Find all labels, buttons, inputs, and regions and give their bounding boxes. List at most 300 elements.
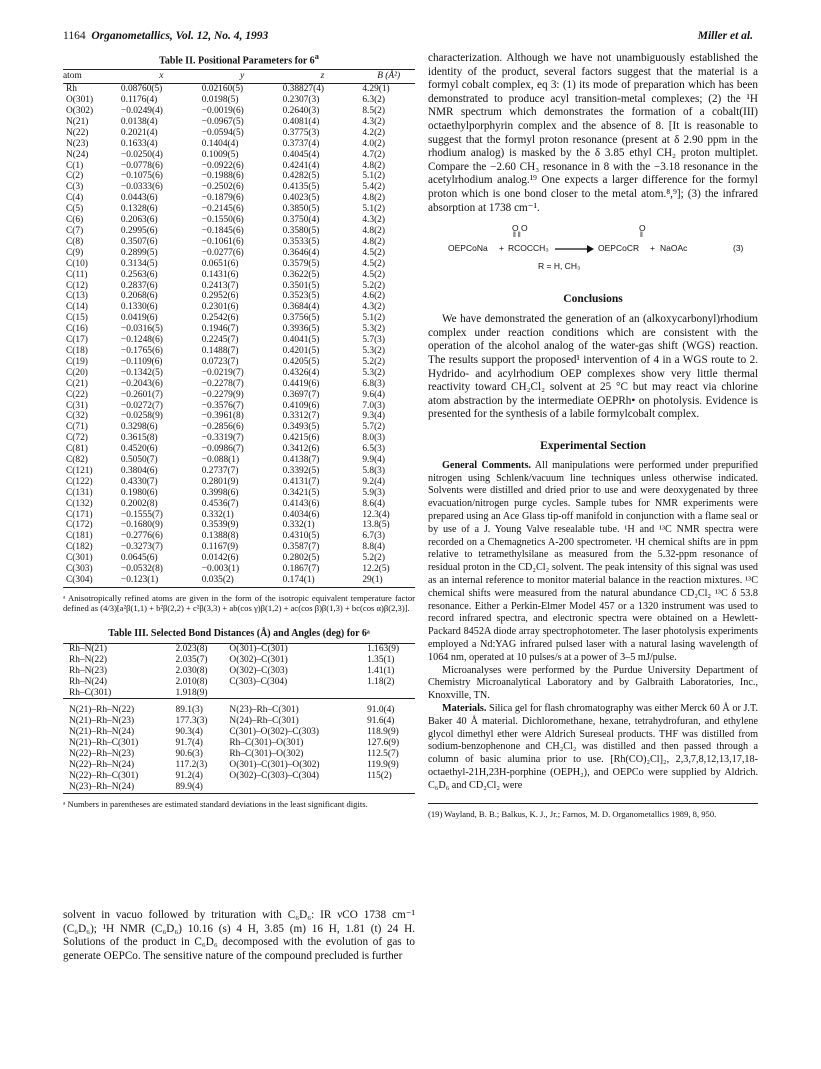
table-cell: 0.1980(6) <box>120 487 158 498</box>
table-row <box>63 368 415 379</box>
table-cell: 0.4109(6) <box>282 400 320 411</box>
table-cell: 0.332(1) <box>201 509 234 520</box>
table-row <box>63 771 415 782</box>
table-cell: 0.02160(5) <box>201 84 244 95</box>
table-cell: N(23)–Rh–N(24) <box>63 782 176 793</box>
table-cell: 2.010(8) <box>175 676 208 687</box>
table-cell: −0.1342(5) <box>120 367 163 378</box>
table-cell: 89.9(4) <box>176 782 224 793</box>
table-cell: N(22)–Rh–C(301) <box>69 770 139 781</box>
table-cell: 12.3(4) <box>362 509 390 520</box>
table-cell: 0.4419(6) <box>282 378 320 389</box>
table-cell: Rh–N(21) <box>69 643 108 654</box>
table-row <box>63 677 415 688</box>
table-cell: O(302)–C(303)–C(304) <box>229 770 319 781</box>
table-cell: 0.4326(4) <box>282 367 320 378</box>
table-cell: C(18) <box>66 345 88 356</box>
table-row <box>63 553 415 564</box>
table-cell: C(1) <box>66 160 84 171</box>
table-cell: C(121) <box>66 465 93 476</box>
table3-footnote: ᵃ Numbers in parentheses are estimated standard deviations in the least significant digits. <box>63 798 368 809</box>
table-cell: 4.3(2) <box>362 215 385 226</box>
table-cell: 0.2995(6) <box>120 226 158 237</box>
table-cell: N(23) <box>66 138 89 149</box>
table-cell: 9.2(4) <box>362 476 385 487</box>
right-column <box>428 52 758 819</box>
table-cell: 1.35(1) <box>367 654 395 665</box>
table-cell: C(10) <box>66 258 88 269</box>
table-cell: Rh–C(301) <box>69 687 112 698</box>
table-row <box>63 204 415 215</box>
table-cell: Rh <box>66 84 77 95</box>
conclusions-heading: Conclusions <box>563 293 623 306</box>
table-row <box>63 444 415 455</box>
table-cell: −0.2502(6) <box>201 182 244 193</box>
table-cell: 0.08760(5) <box>120 84 163 95</box>
table-cell: 0.3804(6) <box>120 465 158 476</box>
table2-col-header: z <box>283 70 363 84</box>
table-cell <box>367 782 415 793</box>
table-row <box>63 705 415 716</box>
table-cell: 5.2(2) <box>362 553 385 564</box>
table-cell: 6.3(2) <box>362 95 385 106</box>
table-cell: 0.4520(6) <box>120 444 158 455</box>
table-row <box>63 542 415 553</box>
table-cell: 0.4023(5) <box>282 193 320 204</box>
table-cell: 5.7(3) <box>362 335 385 346</box>
table-cell: C(14) <box>66 302 88 313</box>
table-cell: 0.4041(5) <box>282 335 320 346</box>
table-row <box>63 390 415 401</box>
table-row <box>63 716 415 727</box>
table-cell: 29(1) <box>362 575 415 587</box>
table-row <box>63 564 415 575</box>
table3-title: Table III. Selected Bond Distances (Å) and Angles (deg) for 6ᵃ <box>108 627 370 639</box>
formyl-discussion-text: characterization. Although we have not unambiguously established the identity of the product, several factors suggest that the material is a formyl cobalt complex, eq 3: (1) its mode of preparation which has been demonstrated to produce acyl transition-metal complexes; (2) the ¹H NMR spectrum which demonstrates the formation of a cobalt(III) octaethylporphyrin complex and the absence of 8. [It is reasonable to suggest that the formyl proton resonance (present at δ 2.90 ppm in the rhodium analog) is masked by the δ 3.85 ethyl CH₂ proton multiplet. Compare the −2.60 CH₃ resonance in 8 with the −3.18 resonance in the acetylrhodium analog.¹⁹ One expects a larger difference for the formyl proton which is one bond closer to the metal atom.⁸,⁹]; (3) the infrared absorption at 1738 cm⁻¹. <box>428 52 758 214</box>
table-row <box>63 270 415 281</box>
table-cell: 0.2021(4) <box>120 127 158 138</box>
table-cell: 12.2(5) <box>362 564 390 575</box>
table-cell: 0.1431(6) <box>201 269 239 280</box>
table-cell: 0.3737(4) <box>282 138 320 149</box>
table-cell: 5.3(2) <box>362 324 385 335</box>
table-row <box>63 455 415 466</box>
table-cell: 0.4536(7) <box>201 498 239 509</box>
table-row <box>63 499 415 510</box>
table-cell: 0.1404(4) <box>201 138 239 149</box>
table-cell: C(3) <box>66 182 84 193</box>
table-row <box>63 401 415 412</box>
table-row <box>63 531 415 542</box>
table2-col-header: x <box>121 70 202 84</box>
table-cell: 0.3298(6) <box>120 422 158 433</box>
table-row <box>63 226 415 237</box>
table-cell: 0.0138(4) <box>120 116 158 127</box>
table-row <box>63 95 415 106</box>
table-cell: Rh–N(22) <box>69 654 108 665</box>
scheme-reactant-2: RCOCCH₃ <box>508 243 549 254</box>
table-cell: 0.0419(6) <box>120 313 158 324</box>
table-cell: 0.3507(6) <box>120 236 158 247</box>
table-cell: 0.4205(5) <box>282 356 320 367</box>
table-cell: C(303) <box>66 564 93 575</box>
table-row <box>63 477 415 488</box>
table-cell: −0.0532(8) <box>120 564 163 575</box>
table-cell: N(23)–Rh–C(301) <box>229 705 299 716</box>
table-row <box>63 128 415 139</box>
table-row <box>63 171 415 182</box>
table-cell: −0.1680(9) <box>120 520 163 531</box>
table-cell: O(301) <box>66 95 94 106</box>
table-cell: −0.123(1) <box>121 575 202 587</box>
table-cell: 91.2(4) <box>175 770 203 781</box>
table-cell: 5.1(2) <box>362 171 385 182</box>
table-cell: −0.0258(9) <box>120 411 163 422</box>
table-cell: 0.0142(6) <box>201 553 239 564</box>
table-cell: 0.1176(4) <box>120 95 158 106</box>
table-cell <box>223 782 367 793</box>
table-cell: 5.4(2) <box>362 182 385 193</box>
table-cell: 0.0443(6) <box>120 193 158 204</box>
table-cell: 7.0(3) <box>362 400 385 411</box>
table-cell: 0.0198(5) <box>201 95 239 106</box>
table-cell: 5.1(2) <box>362 204 385 215</box>
table-cell: 1.18(2) <box>367 676 395 687</box>
scheme-product-2: NaOAc <box>660 243 688 254</box>
left-column <box>63 52 415 809</box>
table-row <box>63 117 415 128</box>
scheme-reactant-1: OEPCoNa <box>448 243 488 254</box>
table-row <box>63 324 415 335</box>
table-cell: 4.29(1) <box>362 84 390 95</box>
table-cell: Rh–C(301)–O(302) <box>229 749 304 760</box>
table-cell: N(24)–Rh–C(301) <box>229 716 299 727</box>
page-number: 1164 <box>63 30 86 42</box>
table-cell: 0.0645(6) <box>120 553 158 564</box>
table-cell: Rh–C(301)–O(301) <box>229 738 304 749</box>
table-cell: 90.3(4) <box>175 727 203 738</box>
table-cell: 9.9(4) <box>362 455 385 466</box>
table-cell: −0.2145(6) <box>201 204 244 215</box>
table-row <box>63 655 415 666</box>
table-cell: 4.8(2) <box>362 226 385 237</box>
table2-col-header: y <box>202 70 283 84</box>
table-cell: N(21)–Rh–N(22) <box>69 705 135 716</box>
table-cell <box>367 688 415 699</box>
table-cell: C(132) <box>66 498 93 509</box>
table-cell: 5.2(2) <box>362 280 385 291</box>
table-cell: 0.1488(7) <box>201 345 239 356</box>
table-cell: 0.3533(5) <box>282 236 320 247</box>
table-cell: 0.3615(8) <box>120 433 158 444</box>
table-cell: Rh–N(23) <box>69 665 108 676</box>
table-cell: 0.3580(5) <box>282 226 320 237</box>
table-row <box>63 237 415 248</box>
table-cell: 0.332(1) <box>282 520 315 531</box>
table-cell: 9.6(4) <box>362 389 385 400</box>
table-cell: 5.3(2) <box>362 345 385 356</box>
table-cell: O(301)–C(301) <box>229 643 288 654</box>
table-cell: 0.3684(4) <box>282 302 320 313</box>
table-cell: C(301) <box>66 553 93 564</box>
table-cell: −0.0019(6) <box>201 106 244 117</box>
table-row <box>63 520 415 531</box>
table-cell: 4.6(2) <box>362 291 385 302</box>
table-cell: 0.3750(4) <box>282 215 320 226</box>
reaction-arrow-icon <box>553 243 595 255</box>
table-row <box>63 346 415 357</box>
table-row <box>63 749 415 760</box>
table-cell: N(21)–Rh–C(301) <box>69 738 139 749</box>
table-cell: 2.035(7) <box>175 654 208 665</box>
table-cell: C(301)–O(302)–C(303) <box>229 727 319 738</box>
table-cell: 0.2952(6) <box>201 291 239 302</box>
table-cell: −0.1555(7) <box>120 509 163 520</box>
table-cell: −0.088(1) <box>201 455 240 466</box>
table-cell: C(122) <box>66 476 93 487</box>
table-cell: −0.2601(7) <box>120 389 163 400</box>
table-row <box>63 379 415 390</box>
table-cell: C(181) <box>66 531 93 542</box>
table-cell: −0.1075(6) <box>120 171 163 182</box>
table-row <box>63 150 415 161</box>
table-cell: −0.0594(5) <box>201 127 244 138</box>
table-cell: 0.3850(5) <box>282 204 320 215</box>
table-cell: 0.3312(7) <box>282 411 320 422</box>
table-cell: 91.6(4) <box>367 716 395 727</box>
table-row <box>63 688 415 699</box>
table-cell: 91.0(4) <box>367 705 395 716</box>
table-cell: 4.7(2) <box>362 149 385 160</box>
scheme-oxygens-1: O O <box>512 223 528 234</box>
table-cell: N(22)–Rh–N(24) <box>69 759 135 770</box>
conclusions-text: We have demonstrated the generation of an (alkoxycarbonyl)rhodium complex under reaction conditions which are consistent with the operation of the alcohol analog of the water-gas shift (WGS) reaction. The results support the proposed¹ intervention of 4 in a WGS route to 2. Hydrido- and acylrhodium OEP complexes show very little thermal reactivity toward CH₂Cl₂ solvent at 25 °C but may react via chlorine atom abstraction by the intermediate OEPRh• on photolysis. Evidence is presented for the synthesis of a labile formylcobalt complex. <box>428 313 758 421</box>
table-cell: 0.1633(4) <box>120 138 158 149</box>
table-cell: −0.0316(5) <box>120 324 163 335</box>
table-row <box>63 433 415 444</box>
table-cell: 0.3493(5) <box>282 422 320 433</box>
table-cell: 6.7(3) <box>362 531 385 542</box>
table-cell: 0.4215(6) <box>282 433 320 444</box>
table-cell: C(82) <box>66 455 88 466</box>
table-cell: 0.0723(7) <box>201 356 239 367</box>
table-cell: 0.2563(6) <box>120 269 158 280</box>
table-cell: 0.2002(8) <box>120 498 158 509</box>
table-cell: 8.5(2) <box>362 106 385 117</box>
table-cell: 115(2) <box>367 770 392 781</box>
table-cell: 127.6(9) <box>367 738 400 749</box>
table-cell: N(21)–Rh–N(23) <box>69 716 135 727</box>
table-cell: 0.3523(5) <box>282 291 320 302</box>
table-row <box>63 193 415 204</box>
table-cell: 0.4143(6) <box>282 498 320 509</box>
table-cell: Rh–N(24) <box>69 676 108 687</box>
table2-footnote: ᵃ Anisotropically refined atoms are given in the form of the isotropic equivalent temperature factor defined as (4/3)[a²β(1,1) + b²β(2,2) + c²β(3,3) + ab(cos γ)β(1,2) + ac(cos β)β(1,3) + bc(cos α)β(2,3)]. <box>63 592 415 614</box>
table-cell: 0.4330(7) <box>120 476 158 487</box>
table-row <box>63 139 415 150</box>
table-cell: 5.1(2) <box>362 313 385 324</box>
table-cell: 0.035(2) <box>202 575 283 587</box>
table-cell: 6.5(3) <box>362 444 385 455</box>
table-cell: −0.3961(8) <box>201 411 244 422</box>
table-cell: 0.3392(5) <box>282 465 320 476</box>
table-cell: −0.0986(7) <box>201 444 244 455</box>
table-row <box>63 335 415 346</box>
table-cell: 5.8(3) <box>362 465 385 476</box>
table-cell: −0.1879(6) <box>201 193 244 204</box>
table-cell: 1.918(9) <box>175 687 208 698</box>
table-cell: O(302) <box>66 106 94 117</box>
table-cell: 0.4310(5) <box>282 531 320 542</box>
table-row <box>63 259 415 270</box>
table-cell: 0.3936(5) <box>282 324 320 335</box>
table-cell: −0.0967(5) <box>201 116 244 127</box>
table-cell: 0.1330(6) <box>120 302 158 313</box>
table-row <box>63 215 415 226</box>
table-cell: 0.4131(7) <box>282 476 320 487</box>
table-row <box>63 422 415 433</box>
equation-3-scheme: O O O ‖ ‖ ‖ OEPCoNa + RCOCCH₃ OEPCoCR + NaOAc (3) R = H, CH₃ <box>448 223 744 272</box>
table-cell: 0.3134(5) <box>120 258 158 269</box>
table-cell: C(71) <box>66 422 88 433</box>
table-cell: 0.1388(8) <box>201 531 239 542</box>
table-cell: 118.9(9) <box>367 727 399 738</box>
table-cell: 4.8(2) <box>362 160 385 171</box>
general-comments-paragraph: General Comments. All manipulations were performed under prepurified nitrogen using Schlenk/vacuum line techniques unless otherwise indicated. Solvents were distilled and dried prior to use and were deoxygenated by three evacuation/nitrogen purge cycles. Sample tubes for NMR experiments were prepared using an Ace Glass tip-off manifold in conjunction with a flame seal or by use of a J. Young Valve resealable tube. ¹H and ¹³C NMR spectra were recorded on a Chemagnetics A-200 spectrometer. ¹H chemical shifts are in ppm relative to tetramethylsilane as measured from the 5.32-ppm resonance of residual proton in the CD₂Cl₂ solvent. The peak intensity of this signal was used as an internal reference to monitor material balance in the reaction mixtures. ¹³C chemical shifts were measured from the natural abundance CD₂Cl₂ ¹³C δ 53.8 resonance. Either a Perkin-Elmer Model 457 or a 1320 instrument was used to record infrared spectra, and electronic spectra were obtained on a Hewlett-Packard 8452A diode array spectrophotometer. The laser photolysis experiments employed a Nd:YAG infrared pulsed laser with a natural lasing wavelength of 1064 nm, operated at 10 pulses/s at a power of 3–5 mJ/pulse. <box>428 459 758 663</box>
table-cell: 0.4282(5) <box>282 171 320 182</box>
table-cell: C(2) <box>66 171 84 182</box>
table-cell: 0.3539(9) <box>201 520 239 531</box>
table-cell: 8.8(4) <box>362 542 385 553</box>
table-cell: −0.2856(6) <box>201 422 244 433</box>
table-cell: 0.2063(6) <box>120 215 158 226</box>
table-cell: 4.5(2) <box>362 258 385 269</box>
table-row <box>63 510 415 521</box>
table-cell: 2.023(8) <box>175 643 208 654</box>
table-row <box>63 182 415 193</box>
table-cell: 0.4034(6) <box>282 509 320 520</box>
table-cell: 5.9(3) <box>362 487 385 498</box>
table-cell: C(19) <box>66 356 88 367</box>
table-cell: −0.2776(6) <box>120 531 163 542</box>
table-cell: 0.3587(7) <box>282 542 320 553</box>
table-row <box>63 782 415 793</box>
table-cell: 0.3998(6) <box>201 487 239 498</box>
table-cell: C(9) <box>66 247 84 258</box>
table-cell: C(32) <box>66 411 88 422</box>
table-cell: 112.5(7) <box>367 749 399 760</box>
journal-citation: Organometallics, Vol. 12, No. 4, 1993 <box>91 30 269 42</box>
table-row <box>63 760 415 771</box>
table-cell: 0.3775(3) <box>282 127 320 138</box>
table-cell: C(11) <box>66 269 88 280</box>
table-cell: 0.2640(3) <box>282 106 320 117</box>
table-row <box>63 738 415 749</box>
table-cell: −0.0249(4) <box>120 106 163 117</box>
table-cell: 0.1167(9) <box>201 542 239 553</box>
table-cell: C(12) <box>66 280 88 291</box>
table-cell: 0.5050(7) <box>120 455 158 466</box>
table-cell: 0.2737(7) <box>201 465 239 476</box>
table-cell: 0.1328(6) <box>120 204 158 215</box>
table-cell: 0.0651(6) <box>201 258 239 269</box>
table-cell: C(4) <box>66 193 84 204</box>
table-row <box>63 281 415 292</box>
table-cell: C(17) <box>66 335 88 346</box>
table-cell: 4.8(2) <box>362 236 385 247</box>
table-cell: 4.8(2) <box>362 193 385 204</box>
table-cell: O(302)–C(303) <box>229 665 288 676</box>
table3-bond-distances-angles <box>63 643 415 794</box>
table-row <box>63 313 415 324</box>
reference-19: (19) Wayland, B. B.; Balkus, K. J., Jr.; Farnos, M. D. Organometallics 1989, 8, 950. <box>428 803 758 820</box>
table-cell: C(16) <box>66 324 88 335</box>
table-cell: 117.2(3) <box>175 759 208 770</box>
table-cell: −0.0922(6) <box>201 160 244 171</box>
table-cell: 0.4138(7) <box>282 455 320 466</box>
table-cell: −0.1248(6) <box>120 335 163 346</box>
table-row <box>63 248 415 259</box>
table-cell: C(171) <box>66 509 93 520</box>
table2-positional-parameters <box>63 69 415 588</box>
table-cell: −0.2043(6) <box>120 378 163 389</box>
table-cell: C(8) <box>66 236 84 247</box>
scheme-product-1: OEPCoCR <box>598 243 640 254</box>
table-cell: −0.2278(7) <box>201 378 244 389</box>
experimental-heading: Experimental Section <box>540 439 646 452</box>
scheme-r-note: R = H, CH₃ <box>538 261 581 272</box>
table-cell: 9.3(4) <box>362 411 385 422</box>
microanalyses-paragraph: Microanalyses were performed by the Purdue University Department of Chemistry Microanalytical Laboratory and by Galbraith Laboratories, Inc., Knoxville, TN. <box>428 664 758 702</box>
table-cell: 0.2801(9) <box>201 476 239 487</box>
table2-title: Table II. Positional Parameters for 6$^a$ <box>159 52 319 67</box>
table-cell: 0.2245(7) <box>201 335 239 346</box>
table-row <box>63 727 415 738</box>
running-authors: Miller et al. <box>697 30 753 42</box>
table-cell: O(301)–C(301)–O(302) <box>229 759 320 770</box>
table-cell: 0.174(1) <box>283 575 363 587</box>
table-cell: 0.3421(5) <box>282 487 320 498</box>
table-cell: 4.5(2) <box>362 269 385 280</box>
table-cell: 90.6(3) <box>175 749 203 760</box>
table-cell: 0.2899(5) <box>120 247 158 258</box>
table-row <box>63 291 415 302</box>
table-cell: C(5) <box>66 204 84 215</box>
table-cell: 119.9(9) <box>367 759 399 770</box>
table-row <box>63 302 415 313</box>
table-cell: −0.0272(7) <box>120 400 163 411</box>
table-cell: N(21) <box>66 116 89 127</box>
table-cell: 0.3579(5) <box>282 258 320 269</box>
table-cell: 0.2307(3) <box>282 95 320 106</box>
table-cell: C(31) <box>66 400 88 411</box>
table-cell: 0.38827(4) <box>282 84 325 95</box>
table-cell: 4.2(2) <box>362 127 385 138</box>
table-cell: 0.4045(4) <box>282 149 320 160</box>
table-cell: 4.3(2) <box>362 116 385 127</box>
table-cell: 8.0(3) <box>362 433 385 444</box>
table-cell: 0.2301(6) <box>201 302 239 313</box>
table-row <box>63 575 415 587</box>
table-cell <box>223 688 367 699</box>
table-cell: 0.2802(5) <box>282 553 320 564</box>
table-cell: 0.4201(5) <box>282 345 320 356</box>
table-cell: −0.1109(6) <box>120 356 163 367</box>
left-bottom-text: solvent in vacuo followed by trituration with C₆D₆: IR νCO 1738 cm⁻¹ (C₆D₆); ¹H NMR (C₆D₆) 10.16 (s) 4 H, 3.85 (m) 16 H, 1.81 (t) 24 H. Solutions of the product in C₆D₆ decomposed with the evolution of gas to generate OEPCo. The sensitive nature of the compound precluded is further <box>63 909 415 962</box>
table-cell: C(72) <box>66 433 88 444</box>
table-cell: C(20) <box>66 367 88 378</box>
table-cell: 5.7(2) <box>362 422 385 433</box>
